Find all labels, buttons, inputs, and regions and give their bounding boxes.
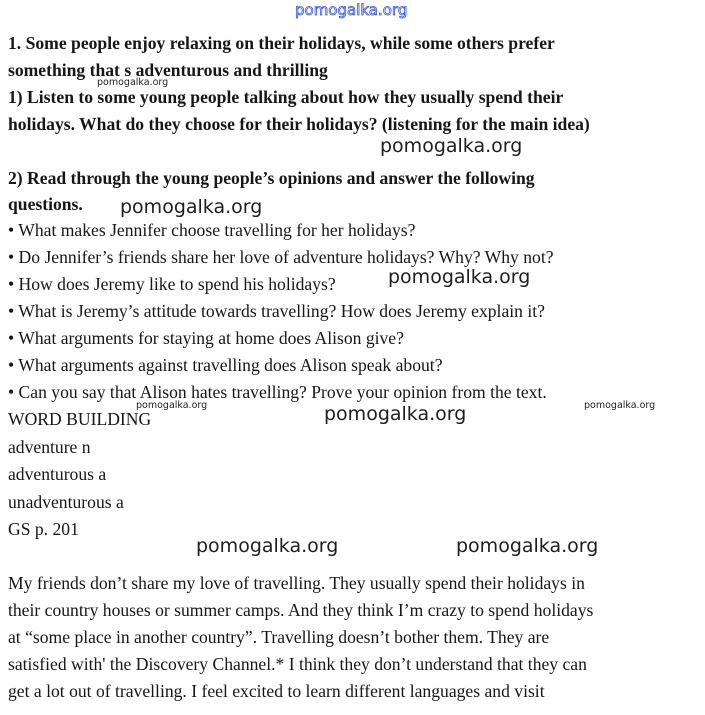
watermark: pomogalka.org (388, 266, 531, 288)
watermark: pomogalka.org (120, 196, 263, 218)
watermark: pomogalka.org (324, 403, 467, 425)
watermark: pomogalka.org (136, 400, 208, 411)
word-item: adventure n (8, 437, 91, 457)
watermark: pomogalka.org (97, 77, 169, 88)
watermark-header[interactable]: pomogalka.org (295, 1, 408, 19)
question-item: • How does Jeremy like to spend his holidays? (8, 274, 336, 294)
word-item: unadventurous a (8, 492, 124, 512)
task-1-2-line-1: 2) Read through the young people’s opinions and answer the following (8, 168, 535, 188)
watermark: pomogalka.org (196, 535, 339, 557)
question-item: • Can you say that Alison hates travelling? Prove your opinion from the text. (8, 382, 547, 402)
task-1-line-1: 1. Some people enjoy relaxing on their holidays, while some others prefer (8, 33, 555, 53)
passage-line: their country houses or summer camps. And they think I’m crazy to spend holidays (8, 600, 594, 620)
passage-line: My friends don’t share my love of travelling. They usually spend their holidays in (8, 573, 585, 593)
question-item: • What makes Jennifer choose travelling for her holidays? (8, 220, 416, 240)
word-item: GS p. 201 (8, 519, 79, 539)
passage-line: satisfied with' the Discovery Channel.* I think they don’t understand that they can (8, 654, 587, 674)
watermark: pomogalka.org (380, 135, 523, 157)
watermark: pomogalka.org (456, 535, 599, 557)
question-item: • What arguments for staying at home does Alison give? (8, 328, 404, 348)
word-building-heading: WORD BUILDING (8, 409, 152, 429)
question-item: • What arguments against travelling does Alison speak about? (8, 355, 443, 375)
word-item: adventurous a (8, 464, 107, 484)
task-1-line-2: something that s adventurous and thrilling (8, 60, 328, 80)
watermark: pomogalka.org (584, 400, 656, 411)
question-item: • Do Jennifer’s friends share her love of adventure holidays? Why? Why not? (8, 247, 554, 267)
task-1-2-line-2: questions. (8, 194, 83, 214)
task-1-1-line-2: holidays. What do they choose for their holidays? (listening for the main idea) (8, 114, 590, 134)
passage-line: get a lot out of travelling. I feel excited to learn different languages and visit (8, 681, 545, 701)
task-1-1-line-1: 1) Listen to some young people talking about how they usually spend their (8, 87, 564, 107)
question-item: • What is Jeremy’s attitude towards travelling? How does Jeremy explain it? (8, 301, 545, 321)
passage-line: at “some place in another country”. Travelling doesn’t bother them. They are (8, 627, 550, 647)
